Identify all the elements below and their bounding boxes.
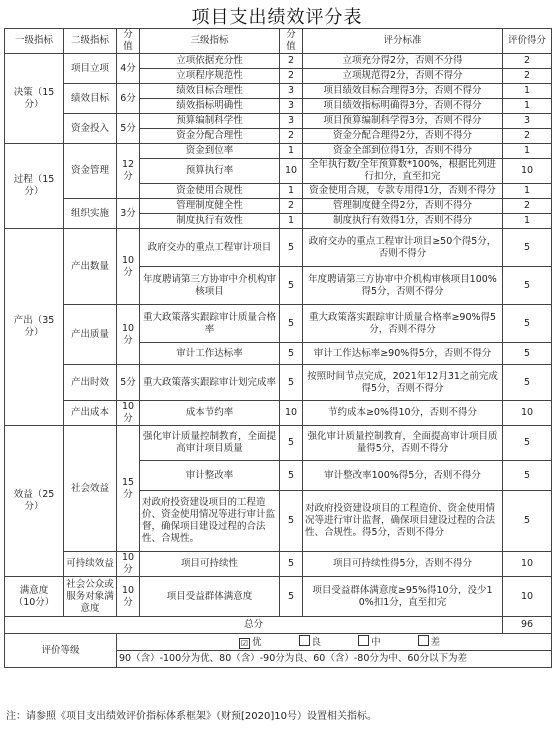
score-cell: 5 — [280, 229, 303, 267]
grade-option-label: 良 — [311, 637, 322, 648]
table-row — [5, 426, 552, 461]
footnote: 注：请参照《项目支出绩效评价指标体系框架》（财预[2020]10号）设置相关指标。 — [6, 711, 377, 722]
score-cell: 5 — [280, 305, 303, 343]
indicator-cell: 绩效指标明确性 — [140, 99, 280, 114]
table-row — [5, 84, 552, 99]
indicator-cell: 成本节约率 — [140, 401, 280, 426]
table-row — [5, 365, 552, 401]
checkbox-icon — [299, 635, 310, 646]
indicator-cell: 绩效目标合理性 — [140, 84, 280, 99]
result-cell: 1 — [503, 184, 552, 199]
standard-cell: 制度执行有效得1分，否则不得分 — [303, 214, 503, 229]
indicator-cell: 强化审计质量控制教育，全面提高审计项目质量 — [140, 426, 280, 461]
table-row — [5, 401, 552, 426]
standard-cell: 重大政策落实跟踪审计质量合格率≥90%得5分，否则不得分 — [303, 305, 503, 343]
score-cell: 5 — [280, 461, 303, 491]
level2-score: 10分 — [117, 305, 140, 365]
grade-label: 评价等级 — [5, 634, 117, 668]
indicator-cell: 资金到位率 — [140, 144, 280, 159]
total-value: 96 — [503, 617, 552, 634]
standard-cell: 立项规范得2分，否则不得分 — [303, 69, 503, 84]
result-cell: 2 — [503, 69, 552, 84]
result-cell: 5 — [503, 365, 552, 401]
grade-option-good[interactable] — [299, 635, 322, 649]
result-cell: 1 — [503, 144, 552, 159]
standard-cell: 项目绩效目标合理得3分，否则不得分 — [303, 84, 503, 99]
level2-score: 10分 — [117, 229, 140, 305]
level2-cell: 产出成本 — [64, 401, 117, 426]
checkbox-checked-icon: ☑ — [240, 639, 249, 648]
grade-options — [117, 634, 552, 651]
result-cell: 5 — [503, 267, 552, 305]
indicator-cell: 重大政策落实跟踪审计划完成率 — [140, 365, 280, 401]
level1-cell: 决策（15分） — [5, 54, 64, 144]
level2-score: 6分 — [117, 84, 140, 114]
header-cell: 评分标准 — [303, 29, 503, 54]
level1-cell: 产出（35分） — [5, 229, 64, 426]
checkbox-icon — [418, 635, 429, 646]
score-cell: 5 — [280, 426, 303, 461]
evaluation-table — [4, 28, 552, 668]
standard-cell: 项目预算编制科学得3分，否则不得分 — [303, 114, 503, 129]
level2-cell: 产出数量 — [64, 229, 117, 305]
level2-score: 10分 — [117, 552, 140, 577]
level2-cell: 产出时效 — [64, 365, 117, 401]
score-cell: 5 — [280, 491, 303, 552]
indicator-cell: 资金分配合理性 — [140, 129, 280, 144]
level2-score: 4分 — [117, 54, 140, 84]
result-cell: 5 — [503, 426, 552, 461]
result-cell: 5 — [503, 305, 552, 343]
standard-cell: 审计整改率100%得5分，否则不得分 — [303, 461, 503, 491]
score-cell: 1 — [280, 144, 303, 159]
score-cell: 1 — [280, 184, 303, 199]
level2-score: 10分 — [117, 577, 140, 617]
table-row — [5, 552, 552, 577]
header-cell: 分值 — [280, 29, 303, 54]
grade-option-excellent[interactable] — [239, 637, 262, 649]
result-cell: 5 — [503, 229, 552, 267]
indicator-cell: 重大政策落实跟踪审计质量合格率 — [140, 305, 280, 343]
header-cell: 分值 — [117, 29, 140, 54]
level1-cell: 满意度 （10分） — [5, 577, 64, 617]
total-label: 总分 — [5, 617, 503, 634]
grade-option-label: 差 — [430, 637, 441, 648]
level2-score: 5分 — [117, 365, 140, 401]
header-cell: 一级指标 — [5, 29, 64, 54]
indicator-cell: 管理制度健全性 — [140, 199, 280, 214]
total-row — [5, 617, 552, 634]
standard-cell: 项目绩效指标明确得3分，否则不得分 — [303, 99, 503, 114]
level1-cell: 效益（25分） — [5, 426, 64, 577]
score-cell: 2 — [280, 69, 303, 84]
standard-cell: 全年执行数/全年预算数*100%，根据比列进行扣分，直至扣完 — [303, 159, 503, 184]
checkbox-icon — [358, 635, 369, 646]
indicator-cell: 项目受益群体满意度 — [140, 577, 280, 617]
standard-cell: 项目受益群体满意度≥95%得10分，没少10%扣1分，直至扣完 — [303, 577, 503, 617]
header-row — [5, 29, 552, 54]
result-cell: 2 — [503, 129, 552, 144]
result-cell: 1 — [503, 84, 552, 99]
result-cell: 5 — [503, 461, 552, 491]
score-cell: 2 — [280, 54, 303, 69]
grade-option-medium[interactable] — [358, 635, 381, 649]
grade-rule: 90（含）-100分为优、80（含）-90分为良、60（含）-80分为中、60分以下为差 — [117, 651, 552, 668]
score-cell: 3 — [280, 114, 303, 129]
table-row — [5, 577, 552, 617]
score-cell: 10 — [280, 401, 303, 426]
result-cell: 2 — [503, 54, 552, 69]
result-cell: 10 — [503, 552, 552, 577]
score-cell: 5 — [280, 577, 303, 617]
score-cell: 1 — [280, 214, 303, 229]
level2-cell: 可持续效益 — [64, 552, 117, 577]
indicator-cell: 立项依据充分性 — [140, 54, 280, 69]
level2-cell: 社会公众或服务对象满意度 — [64, 577, 117, 617]
table-row — [5, 144, 552, 159]
score-cell: 2 — [280, 199, 303, 214]
result-cell: 10 — [503, 159, 552, 184]
grade-option-poor[interactable] — [418, 635, 441, 649]
score-cell: 3 — [280, 99, 303, 114]
standard-cell: 资金使用合规，专款专用得1分，否则不得分 — [303, 184, 503, 199]
grade-row — [5, 634, 552, 651]
level2-score: 15分 — [117, 426, 140, 552]
indicator-cell: 政府交办的重点工程审计项目 — [140, 229, 280, 267]
level2-cell: 产出质量 — [64, 305, 117, 365]
standard-cell: 立项充分得2分，否则不分得 — [303, 54, 503, 69]
result-cell: 10 — [503, 401, 552, 426]
score-cell: 5 — [280, 365, 303, 401]
result-cell: 2 — [503, 199, 552, 214]
standard-cell: 节约成本≥0%得10分，否则不得分 — [303, 401, 503, 426]
result-cell: 1 — [503, 99, 552, 114]
table-row — [5, 199, 552, 214]
score-cell: 2 — [280, 129, 303, 144]
indicator-cell: 审计工作达标率 — [140, 343, 280, 365]
standard-cell: 按照时间节点完成，2021年12月31之前完成得5分，否则不得分 — [303, 365, 503, 401]
level2-cell: 绩效目标 — [64, 84, 117, 114]
table-row — [5, 54, 552, 69]
indicator-cell: 预算编制科学性 — [140, 114, 280, 129]
standard-cell: 强化审计质量控制教育，全面提高审计项目质量得5分，否则不得分 — [303, 426, 503, 461]
result-cell: 10 — [503, 577, 552, 617]
standard-cell: 政府交办的重点工程审计项目≥50个得5分，否则不得分 — [303, 229, 503, 267]
standard-cell: 对政府投资建设项目的工程造价、资金使用情况等进行审计监督，确保项目建设过程的合法性、合规性。得5分，否则不得分 — [303, 491, 503, 552]
table-row — [5, 229, 552, 267]
indicator-cell: 项目可持续性 — [140, 552, 280, 577]
level2-cell: 资金投入 — [64, 114, 117, 144]
result-cell: 3 — [503, 114, 552, 129]
standard-cell: 管理制度健全得2分，否则不得分 — [303, 199, 503, 214]
standard-cell: 审计工作达标率≥90%得5分，否则不得分 — [303, 343, 503, 365]
indicator-cell: 资金使用合规性 — [140, 184, 280, 199]
level1-cell: 过程（15分） — [5, 144, 64, 229]
indicator-cell: 审计整改率 — [140, 461, 280, 491]
standard-cell: 年度聘请第三方协审中介机构审核项目100%得5分，否则不得分 — [303, 267, 503, 305]
level2-cell: 资金管理 — [64, 144, 117, 199]
level2-score: 5分 — [117, 114, 140, 144]
grade-option-label: 中 — [371, 637, 381, 648]
score-cell: 5 — [280, 343, 303, 365]
result-cell: 1 — [503, 214, 552, 229]
table-row — [5, 305, 552, 343]
standard-cell: 资金全部到位得1分，否则不得分 — [303, 144, 503, 159]
score-cell: 5 — [280, 552, 303, 577]
indicator-cell: 立项程序规范性 — [140, 69, 280, 84]
grade-option-label: 优 — [252, 637, 262, 648]
standard-cell: 项目可持续性得5分，否则不得分 — [303, 552, 503, 577]
table-row — [5, 114, 552, 129]
standard-cell: 资金分配合理得2分，否则不得分 — [303, 129, 503, 144]
level2-score: 3分 — [117, 199, 140, 229]
score-cell: 10 — [280, 159, 303, 184]
header-cell: 二级指标 — [64, 29, 117, 54]
level2-score: 10分 — [117, 401, 140, 426]
indicator-cell: 预算执行率 — [140, 159, 280, 184]
result-cell: 5 — [503, 491, 552, 552]
score-cell: 5 — [280, 267, 303, 305]
header-cell: 三级指标 — [140, 29, 280, 54]
level2-cell: 项目立项 — [64, 54, 117, 84]
level2-cell: 社会效益 — [64, 426, 117, 552]
level2-score: 12分 — [117, 144, 140, 199]
score-cell: 3 — [280, 84, 303, 99]
level2-cell: 组织实施 — [64, 199, 117, 229]
indicator-cell: 年度聘请第三方协审中介机构审核项目 — [140, 267, 280, 305]
indicator-cell: 对政府投资建设项目的工程造价、资金使用情况等进行审计监督，确保项目建设过程的合法性、合规性。 — [140, 491, 280, 552]
indicator-cell: 制度执行有效性 — [140, 214, 280, 229]
result-cell: 5 — [503, 343, 552, 365]
page-title: 项目支出绩效评分表 — [191, 7, 363, 28]
header-cell: 评价得分 — [503, 29, 552, 54]
